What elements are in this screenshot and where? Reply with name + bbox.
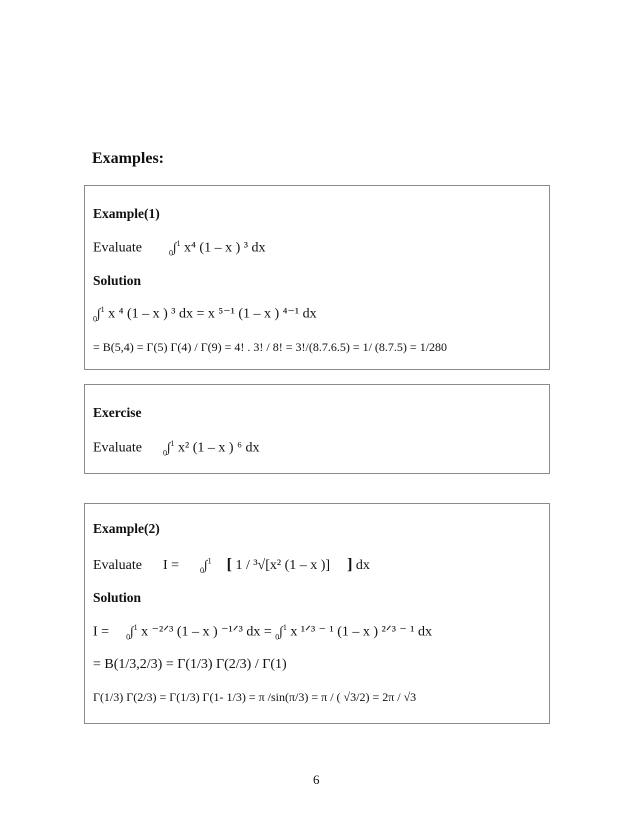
close-bracket: ] — [347, 556, 353, 573]
example1-problem — [93, 239, 265, 257]
step-prefix: I = — [93, 624, 110, 640]
evaluate-label: Evaluate — [93, 240, 142, 256]
step-expression: x ⁴ (1 – x ) ³ dx = x ⁵⁻¹ (1 – x ) ⁴⁻¹ dx — [108, 306, 317, 322]
integral-lower-limit: 0 — [126, 632, 131, 642]
integrand: x² (1 – x ) ⁶ dx — [178, 440, 260, 456]
example2-title: Example(2) — [93, 521, 160, 536]
example2-step2: = B(1/3,2/3) = Γ(1/3) Γ(2/3) / Γ(1) — [93, 657, 287, 672]
example1-title: Example(1) — [93, 206, 160, 221]
example2-step1 — [93, 623, 432, 641]
example1-step2: = B(5,4) = Γ(5) Γ(4) / Γ(9) = 4! . 3! / 8! = 3!/(8.7.6.5) = 1/ (8.7.5) = 1/280 — [93, 340, 448, 354]
integral-upper-limit: 1 — [170, 439, 175, 448]
integral-upper-limit: 1 — [282, 623, 287, 632]
integral-sign-icon: ∫ — [130, 623, 134, 639]
page-number: 6 — [313, 772, 320, 787]
integral-lower-limit: 0 — [275, 632, 280, 642]
integrand: 1 / ³√[x² (1 – x )] — [235, 558, 331, 573]
integral-lower-limit: 0 — [162, 448, 167, 458]
example2-step3: Γ(1/3) Γ(2/3) = Γ(1/3) Γ(1- 1/3) = π /sin(π/3) = π / ( √3/2) = 2π / √3 — [93, 690, 417, 704]
integral-sign-icon: ∫ — [204, 557, 208, 572]
evaluate-label: Evaluate — [93, 558, 142, 573]
example1-box — [84, 185, 550, 370]
integral-lower-limit: 0 — [200, 565, 205, 575]
problem-suffix: dx — [355, 558, 370, 573]
open-bracket: [ — [226, 556, 232, 573]
integral-lower-limit: 0 — [93, 314, 97, 324]
exercise-problem — [93, 439, 259, 457]
section-heading: Examples: — [92, 150, 164, 167]
integral-lower-limit: 0 — [168, 248, 173, 258]
integral-upper-limit: 1 — [207, 556, 212, 566]
integral-sign-icon: ∫ — [279, 623, 283, 639]
example2-box — [84, 503, 550, 724]
example2-problem — [93, 556, 370, 575]
integral-upper-limit: 1 — [100, 305, 105, 314]
step-part2: x ¹ᐟ³ ⁻ ¹ (1 – x ) ²ᐟ³ ⁻ ¹ dx — [290, 624, 432, 640]
example1-solution-label: Solution — [93, 273, 142, 288]
step-part1: x ⁻²ᐟ³ (1 – x ) ⁻¹ᐟ³ dx = — [141, 624, 272, 640]
problem-prefix: I = — [162, 558, 180, 573]
integral-sign-icon: ∫ — [172, 239, 177, 255]
integrand: x⁴ (1 – x ) ³ dx — [184, 240, 266, 256]
evaluate-label: Evaluate — [93, 440, 142, 456]
integral-upper-limit: 1 — [133, 623, 138, 632]
example1-step1 — [93, 305, 317, 323]
exercise-title: Exercise — [93, 405, 142, 420]
integral-upper-limit: 1 — [176, 239, 181, 248]
example2-solution-label: Solution — [93, 590, 142, 605]
exercise-box — [84, 384, 550, 474]
integral-sign-icon: ∫ — [97, 305, 101, 321]
integral-sign-icon: ∫ — [166, 439, 171, 455]
